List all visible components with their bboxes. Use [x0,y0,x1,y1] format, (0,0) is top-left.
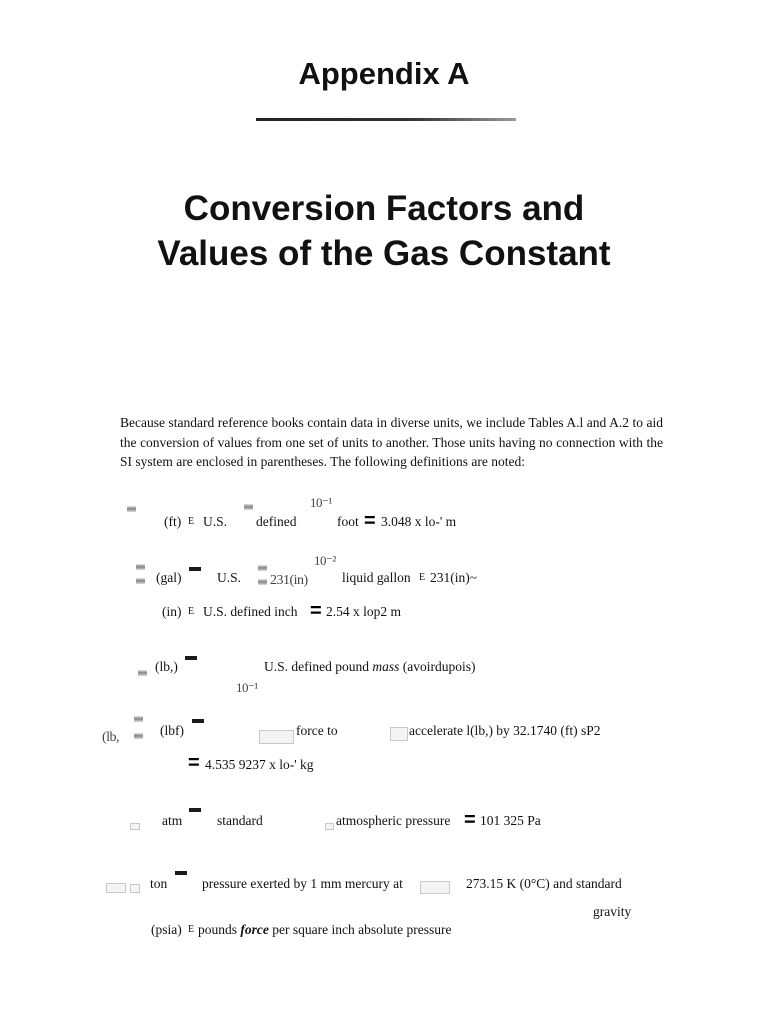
foot-unit: (ft) [164,514,182,529]
dash-mark [189,808,201,812]
torr-gravity: gravity [593,904,632,919]
dash-mark [175,871,187,875]
foot-equals: = [364,510,376,532]
dash-mark [185,656,197,660]
title-line-1: Conversion Factors and [183,189,585,228]
pound-mass-exponent: 10⁻¹ [236,680,258,695]
torr-description: pressure exerted by 1 mm mercury at [202,876,403,891]
pound-mass-text: U.S. defined pound mass (avoirdupois) [264,659,476,674]
gallon-name: liquid gallon [342,570,411,585]
scan-artifact [134,716,143,722]
foot-value: 3.048 x lo-' m [381,514,457,529]
pound-force-garbled: (lb, [102,730,120,745]
atm-equals: = [464,809,476,831]
inch-unit: (in) [162,604,182,619]
scan-artifact [258,579,267,585]
intro-paragraph: Because standard reference books contain data in diverse units, we include Tables A.l and A.2 to aid the conversion of values from one set of units to another. Those units having no connection with the SI system are enclosed in parentheses. The following definitions are noted: [120,415,663,469]
scan-artifact [136,578,145,584]
gallon-value: 231(in)~ [430,570,478,585]
appendix-heading: Appendix A [298,56,470,91]
foot-symbol: E [188,516,195,527]
atm-value: 101 325 Pa [480,813,541,828]
gallon-unit: (gal) [156,570,182,585]
scan-box [420,881,450,894]
foot-exponent: 10⁻¹ [310,495,332,510]
psia-symbol: E [188,924,195,935]
pound-mass-unit: (lb,) [155,659,178,674]
pound-force-accel: accelerate l(lb,) by 32.1740 (ft) sP2 [409,723,601,738]
scan-box [390,727,408,741]
pound-force-to: force to [296,723,338,738]
pound-force-value: 4.535 9237 x lo-' kg [205,757,314,772]
scan-artifact [244,504,253,510]
scan-artifact [258,565,267,571]
torr-temperature: 273.15 K (0°C) and standard [466,876,622,891]
inch-value: 2.54 x lop2 m [326,604,402,619]
dash-mark [192,719,204,723]
scan-box [259,730,294,744]
heading-rule [256,118,516,121]
foot-name: foot [337,514,359,529]
psia-description: pounds force per square inch absolute pressure [198,922,452,937]
scan-box [325,823,334,830]
atm-description: atmospheric pressure [336,813,451,828]
scan-box [106,883,126,893]
scan-artifact [138,670,147,676]
inch-definition: U.S. defined inch [203,604,298,619]
inch-equals: = [310,600,322,622]
title-line-2: Values of the Gas Constant [157,234,611,273]
inch-symbol: E [188,606,195,617]
scan-artifact [136,564,145,570]
foot-us: U.S. [203,514,228,529]
gallon-us: U.S. [217,570,242,585]
pound-force-equals: = [188,752,200,774]
scan-box [130,884,140,893]
atm-unit: atm [162,813,183,828]
foot-defined: defined [256,514,297,529]
gallon-exponent: 10⁻² [314,553,336,568]
gallon-symbol: E [419,572,426,583]
torr-unit: ton [150,876,168,891]
atm-standard: standard [217,813,263,828]
dash-mark [189,567,201,571]
psia-unit: (psia) [151,922,182,937]
scan-artifact [134,733,143,739]
gallon-garbled: 231(in) [270,573,308,588]
scan-box [130,823,140,830]
scan-artifact [127,506,136,512]
pound-force-unit: (lbf) [160,723,184,738]
